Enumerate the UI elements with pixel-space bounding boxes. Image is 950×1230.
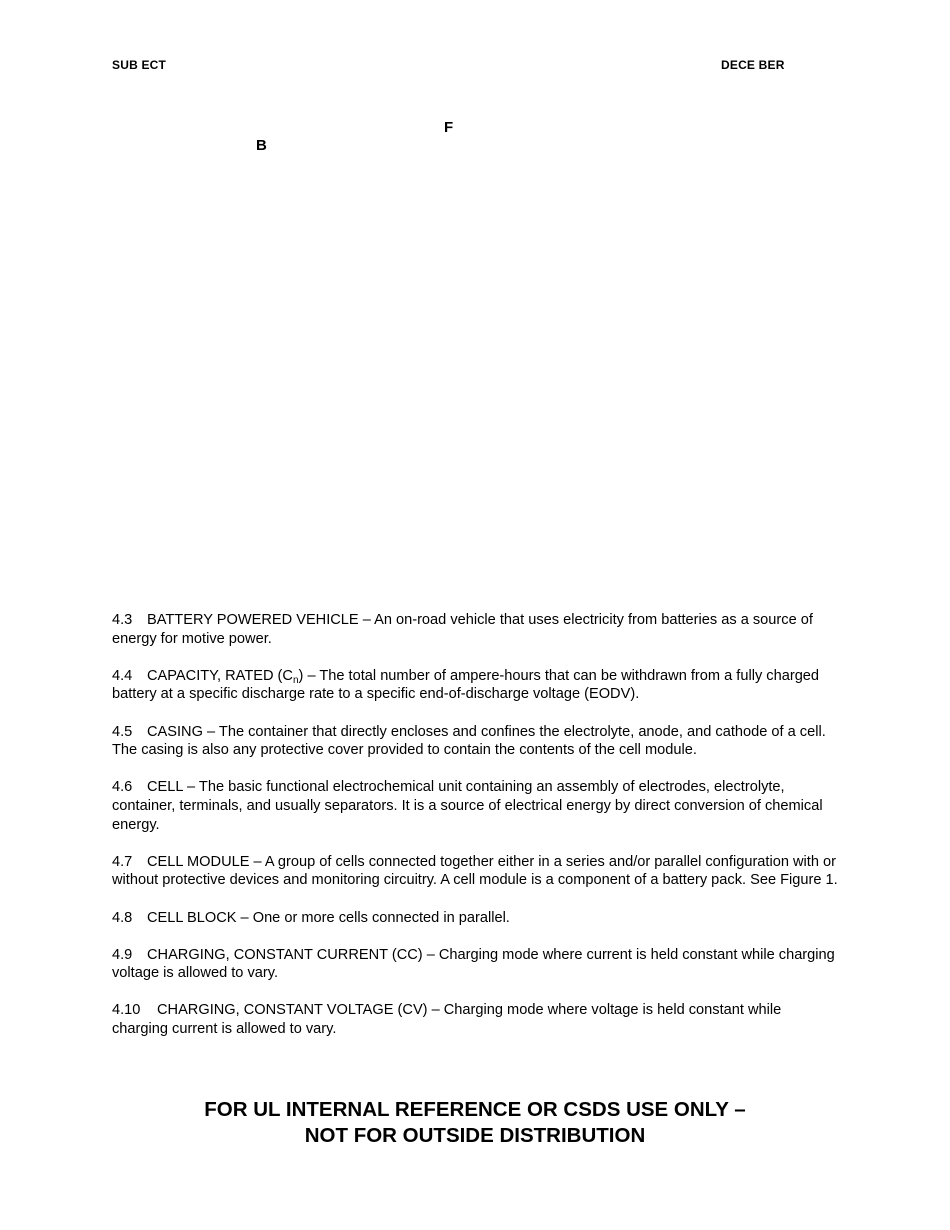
header-subject: SUB ECT — [112, 58, 167, 72]
definition-4-3 — [112, 611, 838, 648]
distribution-notice-line2: NOT FOR OUTSIDE DISTRIBUTION — [304, 1124, 646, 1147]
definition-text-post: ) – The total number of ampere-hours that can be withdrawn from a fully charged battery at a specific discharge rate to a specific end-of-discharge voltage (EODV). — [112, 667, 820, 703]
definition-text: BATTERY POWERED VEHICLE – An on-road vehicle that uses electricity from batteries as a source of energy for motive power. — [112, 612, 813, 647]
definition-text: CASING – The container that directly encloses and confines the electrolyte, anode, and cathode of a cell. The casing is also any protective cover provided to contain the contents of the cell module. — [112, 723, 826, 759]
definition-number: 4.9 — [112, 946, 133, 963]
definition-number: 4.3 — [112, 612, 133, 628]
definitions-list — [112, 611, 838, 1057]
definition-number: 4.7 — [112, 853, 133, 870]
definition-4-7 — [112, 853, 838, 890]
definition-number: 4.8 — [112, 909, 133, 926]
figure-label-f: F — [444, 119, 454, 136]
definition-4-8 — [112, 909, 838, 928]
figure-label-b: B — [256, 137, 267, 154]
definition-text: CELL MODULE – A group of cells connected together either in a series and/or parallel configuration with or without protective devices and monitoring circuitry. A cell module is a component of a battery pack. See Figure 1. — [112, 853, 838, 889]
definition-text: CELL BLOCK – One or more cells connected in parallel. — [147, 909, 510, 926]
definition-text-pre: CAPACITY, RATED (C — [147, 667, 293, 684]
definition-text: CHARGING, CONSTANT VOLTAGE (CV) – Charging mode where voltage is held constant while charging current is allowed to vary. — [112, 1002, 782, 1038]
definition-4-6 — [112, 778, 838, 834]
definition-4-4 — [112, 667, 838, 704]
definition-subscript: n — [292, 674, 299, 686]
definition-number: 4.6 — [112, 779, 133, 796]
definition-number: 4.10 — [112, 1002, 141, 1019]
definition-4-10 — [112, 1001, 838, 1038]
definition-4-9 — [112, 946, 838, 983]
definition-text: CHARGING, CONSTANT CURRENT (CC) – Charging mode where current is held constant while charging voltage is allowed to vary. — [112, 946, 835, 982]
distribution-notice — [0, 1097, 950, 1149]
definition-text: CELL – The basic functional electrochemical unit containing an assembly of electrodes, electrolyte, container, terminals, and usually separators. It is a source of electrical energy by direct conversion of chemical energy. — [112, 779, 823, 833]
definition-number: 4.5 — [112, 723, 133, 740]
definition-4-5 — [112, 723, 838, 760]
definition-number: 4.4 — [112, 667, 133, 684]
figure-area — [112, 160, 836, 590]
distribution-notice-line1: FOR UL INTERNAL REFERENCE OR CSDS USE ONLY – — [204, 1098, 746, 1121]
header-date: DECE BER — [721, 58, 785, 72]
